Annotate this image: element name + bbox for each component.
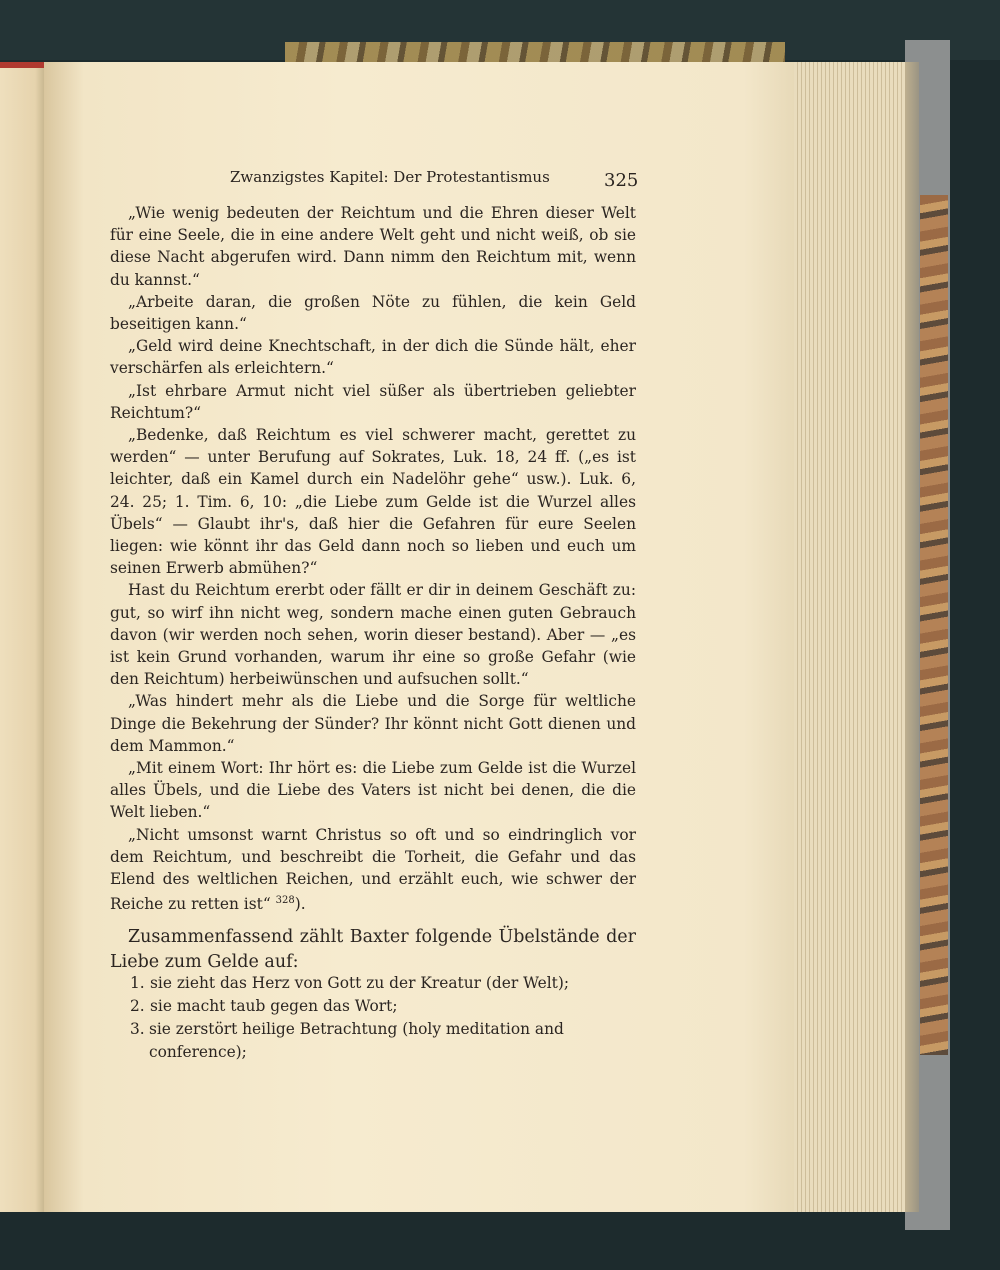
paragraph: „Mit einem Wort: Ihr hört es: die Liebe zum Gelde ist die Wurzel alles Übels, und die Liebe des Vaters ist nicht bei denen, die die Welt lieben.“	[110, 759, 636, 822]
running-head: Zwanzigstes Kapitel: Der Protestantismus	[230, 168, 550, 186]
paragraph: „Wie wenig bedeuten der Reichtum und die Ehren dieser Welt für eine Seele, die in eine andere Welt geht und nicht weiß, ob sie diese Nacht abgerufen wird. Dann nimm den Reichtum mit, wenn du kannst.“	[110, 204, 636, 289]
list-text: sie zieht das Herz von Gott zu der Kreatur (der Welt);	[150, 974, 570, 992]
summary-heading: Zusammenfassend zählt Baxter folgende Übelstände der Liebe zum Gelde auf:	[110, 927, 636, 972]
paragraph: „Arbeite daran, die großen Nöte zu fühlen, die kein Geld beseitigen kann.“	[110, 292, 636, 334]
page-number: 325	[604, 170, 639, 191]
list-item	[130, 972, 640, 995]
ribbon-mark	[0, 62, 44, 68]
body-text	[110, 202, 636, 916]
paragraph: „Geld wird deine Knechtschaft, in der dich die Sünde hält, eher verschärfen als erleichtern.“	[110, 337, 636, 378]
footnote-reference: 328	[275, 895, 295, 907]
list-item	[130, 1018, 640, 1064]
page-edges-shadow	[905, 62, 919, 1212]
paragraph-last	[110, 824, 636, 916]
paragraph-tail: ).	[294, 895, 306, 914]
paragraph: „Was hindert mehr als die Liebe und die Sorge für weltliche Dinge die Bekehrung der Sünder? Ihr könnt nicht Gott dienen und dem Mammon.“	[110, 692, 636, 755]
list-number: 2.	[130, 997, 145, 1015]
marbled-cover-side	[920, 195, 948, 1055]
facing-page-edge	[0, 62, 44, 1212]
list-text: sie macht taub gegen das Wort;	[150, 997, 398, 1015]
paragraph: Hast du Reichtum ererbt oder fällt er dir in deinem Geschäft zu: gut, so wirf ihn nicht weg, sondern mache einen guten Gebrauch davon (wir werden noch sehen, worin dieser bestand). Aber — „es ist kein Grund vorhanden, warum ihr eine so große Gefahr (wie den Reichtum) herbeiwünschen und aufsuchen sollt.“	[110, 581, 636, 689]
paragraph: „Ist ehrbare Armut nicht viel süßer als übertrieben geliebter Reichtum?“	[110, 381, 636, 422]
list-item	[130, 995, 640, 1018]
paragraph: „Bedenke, daß Reichtum es viel schwerer macht, gerettet zu werden“ — unter Berufung auf Sokrates, Luk. 18, 24 ff. („es ist leichter, daß ein Kamel durch ein Nadelöhr gehe“ usw.). Luk. 6, 24. 25; 1. Tim. 6, 10: „die Liebe zum Gelde ist die Wurzel alles Übels“ — Glaubt ihr's, daß hier die Gefahren für eure Seelen liegen: wie könnt ihr das Geld dann noch so lieben und euch um seinen Erwerb abmühen?“	[110, 426, 636, 578]
paragraph-text: „Nicht umsonst warnt Christus so oft und so eindringlich vor dem Reichtum, und beschreibt die Torheit, die Gefahr und das Elend des weltlichen Reichen, und erzählt euch, wie schwer der Reiche zu retten ist“	[110, 825, 636, 914]
list-number: 1.	[130, 974, 145, 992]
list-number: 3.	[130, 1020, 145, 1038]
page-edges	[794, 62, 912, 1212]
evils-list	[130, 972, 640, 1064]
list-text: sie zerstört heilige Betrachtung (holy meditation and conference);	[148, 1020, 564, 1061]
